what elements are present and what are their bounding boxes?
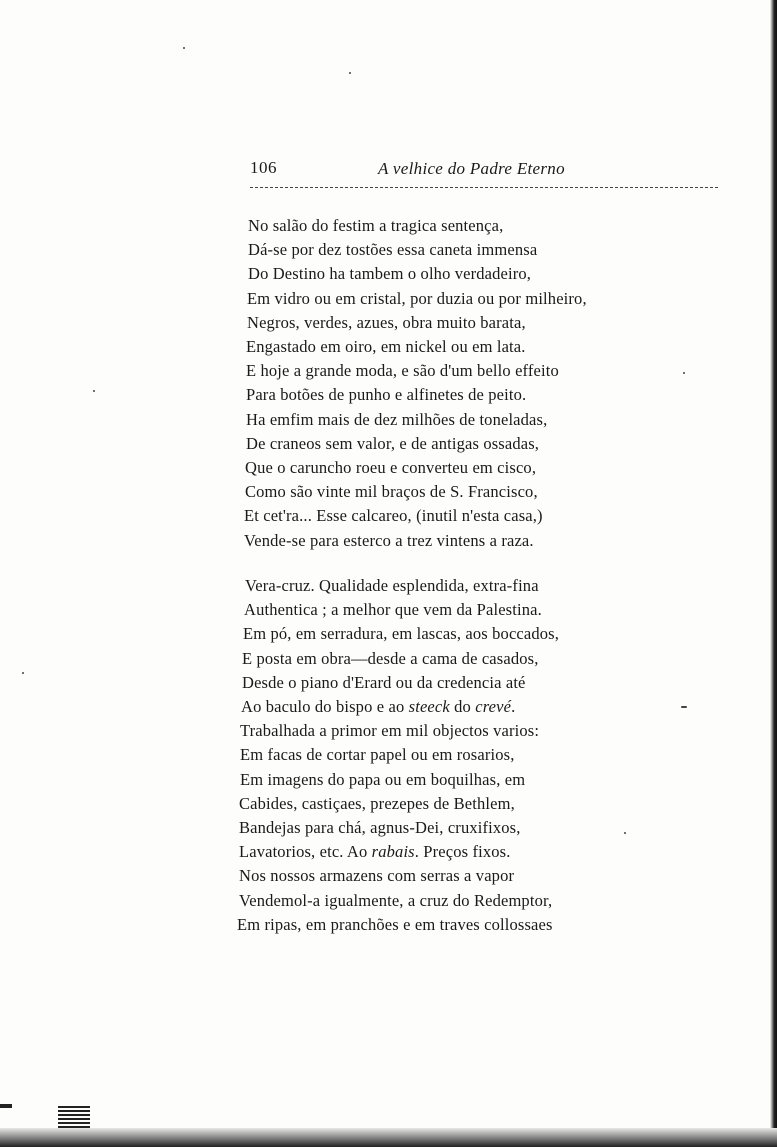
verse-line: Como são vinte mil braços de S. Francisco, — [245, 482, 538, 502]
verse-line: De craneos sem valor, e de antigas ossadas, — [246, 433, 540, 453]
page-number: 106 — [250, 158, 277, 177]
header-rule — [250, 187, 718, 188]
speck — [22, 672, 24, 674]
verse-text: Lavatorios, etc. Ao — [239, 842, 372, 862]
verse-line: Em imagens do papa ou em boquilhas, em — [240, 769, 526, 789]
speck — [683, 372, 685, 374]
verse-line: Vendemol-a igualmente, a cruz do Redemptor, — [239, 890, 553, 910]
scan-bottom-edge — [0, 1128, 777, 1147]
verse-text: . Preços fixos. — [414, 842, 511, 862]
verse-line — [239, 840, 511, 864]
verse-line: Em ripas, em pranchões e em traves collossaes — [237, 914, 553, 934]
italic-word: crevé — [475, 697, 512, 716]
page-edge — [770, 0, 777, 1147]
verse-text: . — [511, 697, 516, 716]
verse-line: Nos nossos armazens com serras a vapor — [239, 866, 515, 886]
verse-line: Bandejas para chá, agnus-Dei, cruxifixos, — [239, 818, 521, 837]
speck — [681, 706, 687, 708]
verse-line: Negros, verdes, azues, obra muito barata, — [247, 312, 526, 332]
verse-line: Para botões de punho e alfinetes de peito. — [246, 385, 527, 405]
running-title: A velhice do Padre Eterno — [378, 159, 565, 178]
verse-line: Trabalhada a primor em mil objectos varios: — [240, 721, 540, 741]
verse-line: Cabides, castiçaes, prezepes de Bethlem, — [239, 793, 515, 813]
verse-line: Em pó, em serradura, em lascas, aos boccados, — [243, 624, 560, 644]
verse-line: Dá-se por dez tostões essa caneta immensa — [248, 240, 538, 260]
speck — [93, 390, 95, 392]
verse-line: Et cet'ra... Esse calcareo, (inutil n'esta casa,) — [244, 506, 543, 526]
verse-line: Em vidro ou em cristal, por duzia ou por milheiro, — [247, 288, 587, 308]
italic-word: rabais — [371, 842, 415, 862]
verse-line: Authentica ; a melhor que vem da Palestina. — [244, 600, 542, 620]
verse-line: No salão do festim a tragica sentença, — [248, 216, 504, 235]
verse-line: Do Destino ha tambem o olho verdadeiro, — [248, 264, 532, 284]
scan-mark — [0, 1104, 12, 1108]
verse-line — [241, 695, 515, 719]
verse-line: Em facas de cortar papel ou em rosarios, — [240, 745, 515, 765]
verse-line: Ha emfim mais de dez milhões de toneladas, — [246, 409, 548, 429]
verse-line: E hoje a grande moda, e são d'um bello effeito — [246, 361, 559, 381]
speck — [183, 47, 185, 49]
speck — [624, 832, 626, 834]
page-header — [250, 158, 720, 184]
verse-line: E posta em obra—desde a cama de casados, — [242, 648, 539, 668]
verse-line: Desde o piano d'Erard ou da credencia até — [242, 672, 526, 692]
scan-artifact — [58, 1106, 90, 1128]
verse-text: Ao baculo do bispo e ao — [241, 697, 409, 716]
verse-line: Vera-cruz. Qualidade esplendida, extra-fina — [245, 576, 539, 595]
verse-line: Engastado em oiro, em nickel ou em lata. — [246, 337, 526, 356]
speck — [349, 72, 351, 74]
verse-line: Que o caruncho roeu e converteu em cisco, — [245, 458, 537, 477]
verse-line: Vende-se para esterco a trez vintens a raza. — [244, 530, 534, 550]
verse-text: do — [449, 697, 476, 716]
italic-word: steeck — [408, 697, 450, 716]
